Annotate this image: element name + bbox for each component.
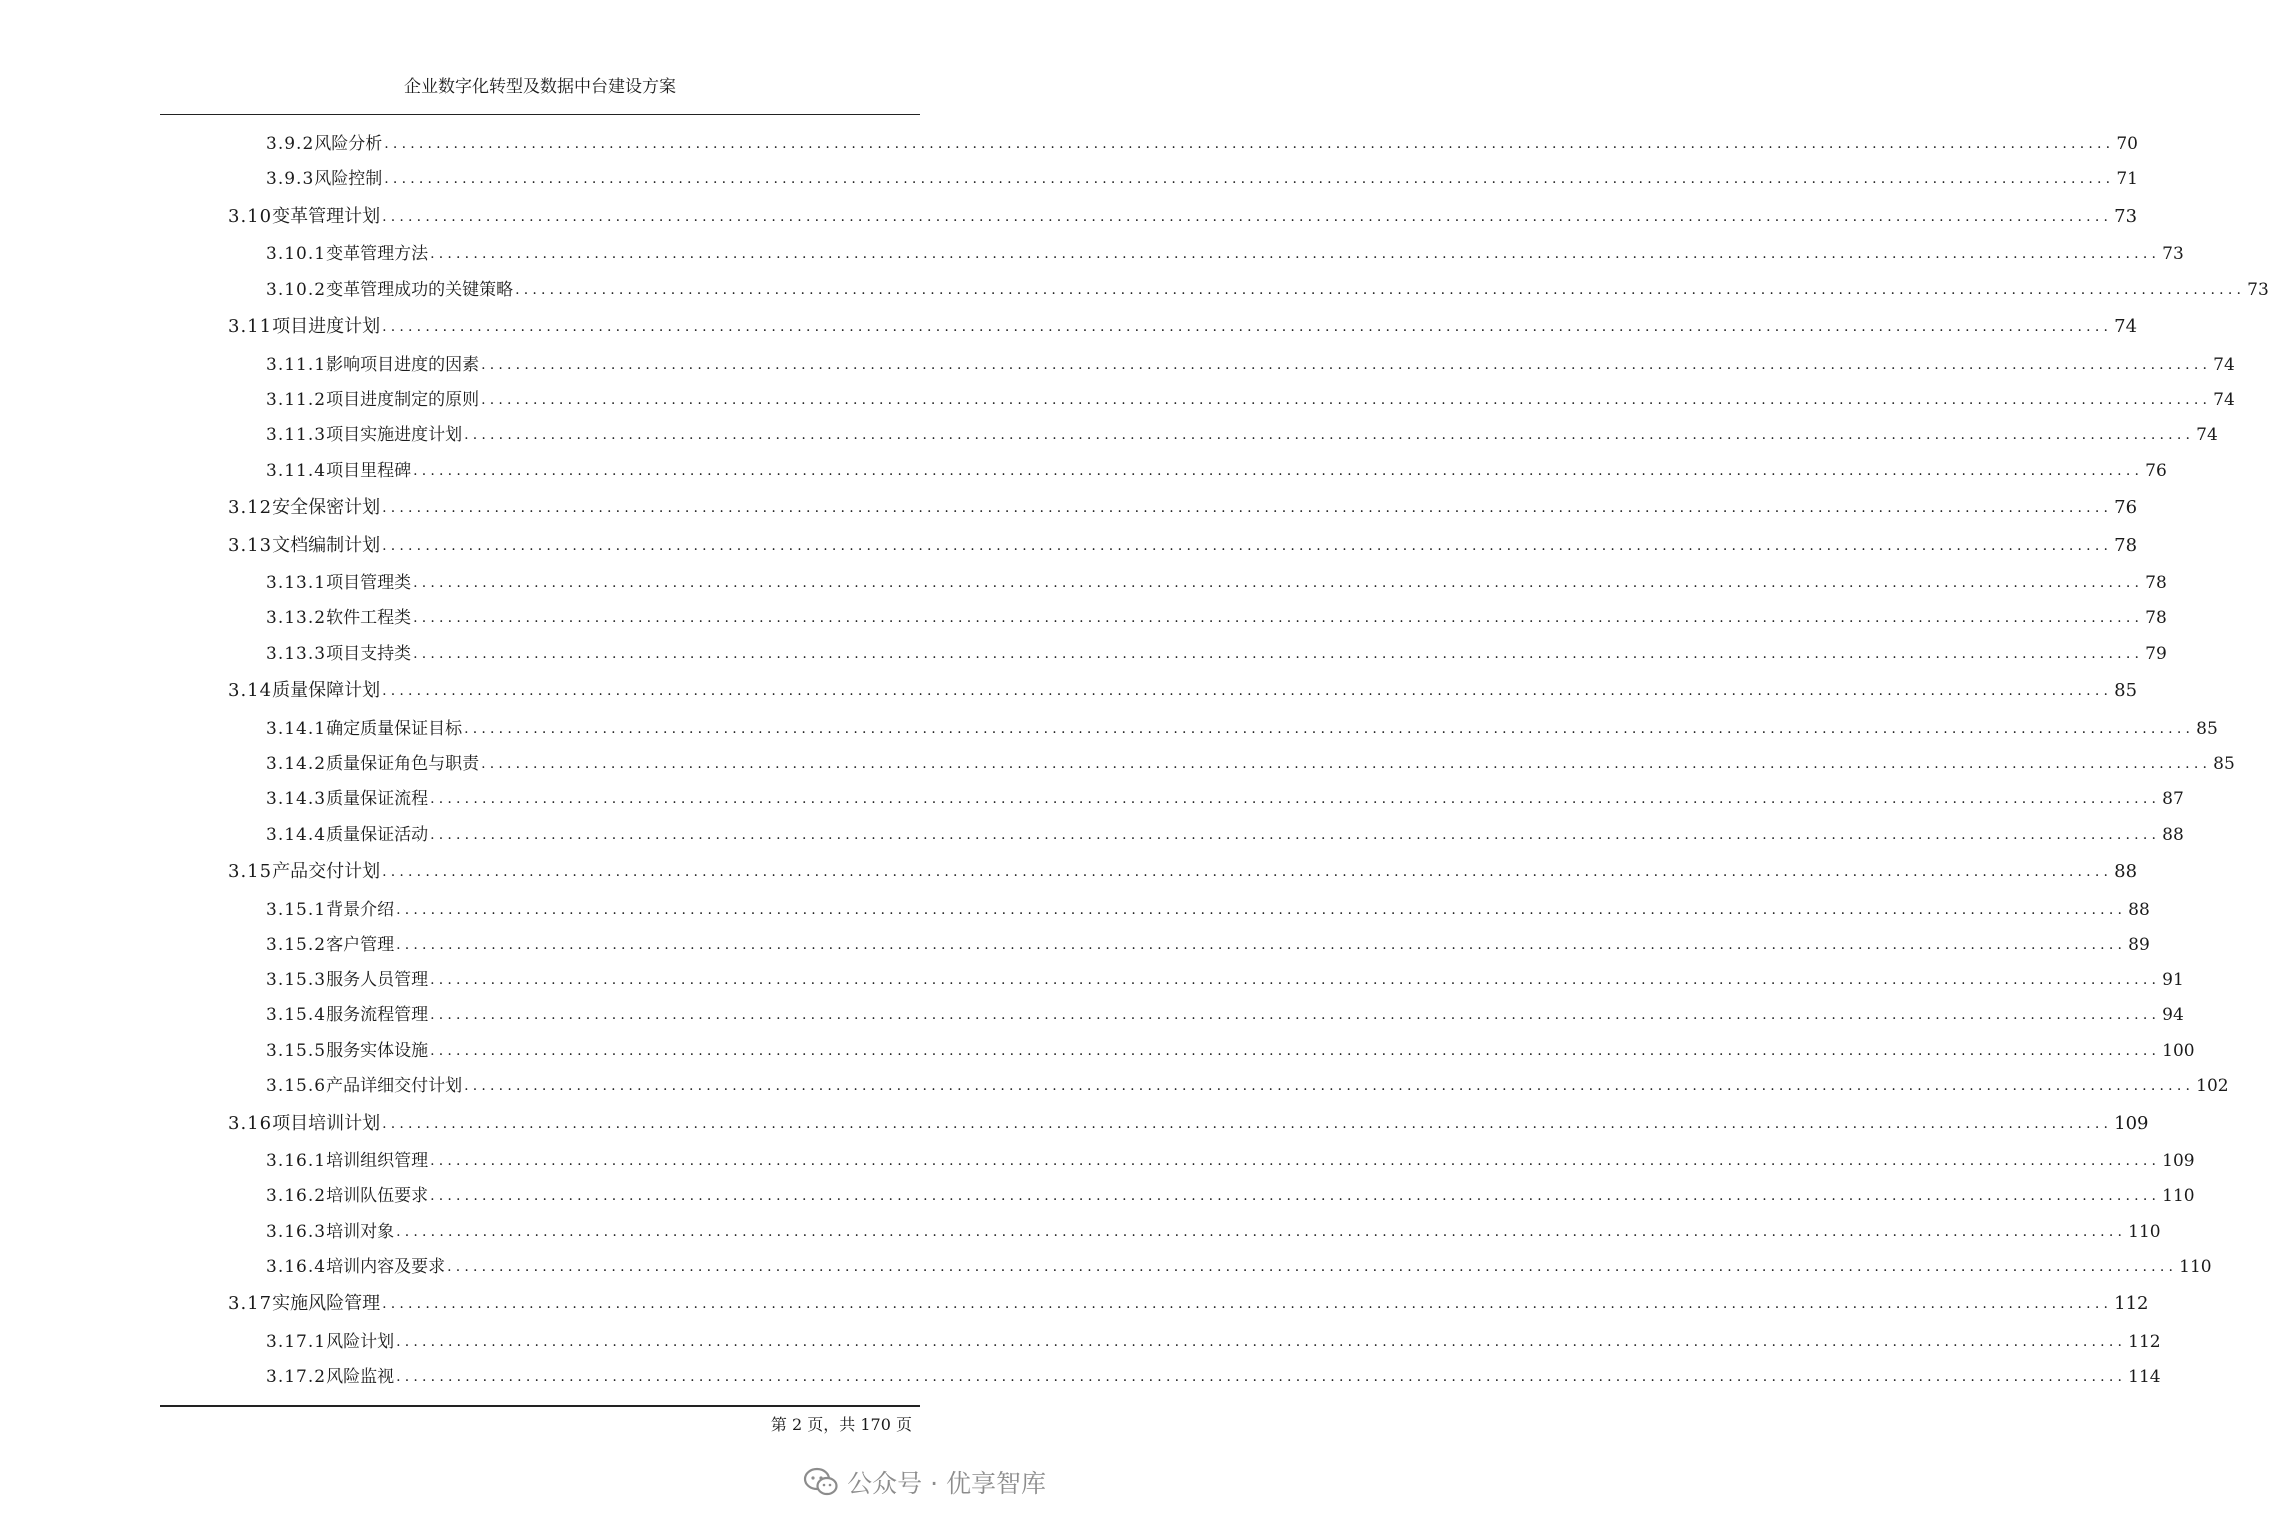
toc-entry [228,1105,2149,1135]
toc-title: 服务流程管理 [326,1005,429,1026]
toc-number: 3.15.2 [266,934,327,955]
toc-entry [266,452,2167,482]
toc-entry [228,1285,2149,1315]
toc-number: 3.12 [228,497,273,518]
toc-entry [266,1177,2195,1207]
toc-leader-dots: ........................................................................................................................................................................................................ [481,391,2212,408]
toc-page-number: 112 [2114,1293,2149,1315]
toc-number: 3.9.3 [266,169,315,190]
toc-number: 3.17.2 [266,1367,327,1388]
toc-number: 3.15.4 [266,1005,327,1026]
toc-page-number: 112 [2128,1331,2161,1352]
toc-title: 产品详细交付计划 [326,1076,463,1096]
toc-title: 客户管理 [326,934,395,955]
toc-title: 安全保密计划 [272,497,381,518]
toc-number: 3.17.1 [266,1331,327,1352]
toc-number: 3.10.2 [266,279,327,300]
toc-entry [266,1213,2161,1243]
toc-leader-dots: ........................................................................................................................................................................................................ [396,1333,2127,1350]
toc-page-number: 78 [2145,608,2167,629]
toc-page-number: 100 [2162,1040,2195,1061]
toc-page-number: 114 [2128,1367,2161,1388]
toc-title: 影响项目进度的因素 [326,354,480,375]
toc-number: 3.11 [228,316,273,338]
toc-entry [266,235,2184,265]
toc-page-number: 78 [2145,573,2167,593]
toc-entry [266,996,2184,1026]
toc-number: 3.16.3 [266,1221,327,1242]
toc-title: 软件工程类 [326,608,412,629]
toc-number: 3.15.3 [266,970,327,991]
toc-leader-dots: ........................................................................................................................................................................................................ [396,1369,2127,1386]
toc-page-number: 73 [2114,205,2138,227]
toc-number: 3.10.1 [266,244,327,265]
toc-number: 3.16.1 [266,1151,327,1171]
toc-page-number: 74 [2213,354,2235,375]
toc-title: 变革管理计划 [272,205,381,227]
toc-title: 培训内容及要求 [326,1256,446,1277]
toc-leader-dots: ........................................................................................................................................................................................................ [515,281,2246,298]
toc-leader-dots: ........................................................................................................................................................................................................ [464,720,2195,737]
toc-number: 3.9.2 [266,134,315,154]
toc-number: 3.14.3 [266,789,327,810]
toc-leader-dots: ........................................................................................................................................................................................................ [384,136,2115,152]
toc-page-number: 76 [2145,460,2167,481]
page-number: 第 2 页，共 170 页 [770,1415,912,1434]
toc-number: 3.11.1 [266,354,327,375]
page-footer [160,1412,912,1438]
toc-entry [266,745,2235,775]
toc-page-number: 73 [2162,244,2184,265]
toc-leader-dots: ........................................................................................................................................................................................................ [396,1223,2127,1240]
toc-number: 3.15.5 [266,1040,327,1061]
toc-leader-dots: ........................................................................................................................................................................................................ [396,936,2127,953]
toc-number: 3.14.2 [266,753,327,774]
toc-title: 项目支持类 [326,643,412,664]
toc-page-number: 88 [2162,824,2184,845]
footer-divider [160,1405,920,1407]
toc-leader-dots: ........................................................................................................................................................................................................ [382,1296,2113,1313]
toc-page-number: 110 [2162,1186,2195,1207]
toc-number: 3.13 [228,534,273,556]
toc-title: 确定质量保证目标 [326,718,463,739]
toc-page-number: 102 [2196,1076,2229,1096]
toc-leader-dots: ........................................................................................................................................................................................................ [413,645,2144,662]
toc-leader-dots: ........................................................................................................................................................................................................ [382,537,2113,554]
toc-entry [266,125,2138,155]
toc-entry [266,780,2184,810]
toc-leader-dots: ........................................................................................................................................................................................................ [430,246,2161,263]
watermark-text: 公众号 · 优享智库 [847,1469,1046,1498]
toc-number: 3.13.3 [266,643,327,664]
toc-title: 项目培训计划 [272,1112,381,1134]
toc-page-number: 74 [2114,316,2138,338]
toc-leader-dots: ........................................................................................................................................................................................................ [413,610,2144,627]
toc-leader-dots: ........................................................................................................................................................................................................ [430,1153,2161,1169]
toc-number: 3.17 [228,1293,273,1315]
toc-page-number: 71 [2116,169,2138,190]
toc-number: 3.13.2 [266,608,327,629]
toc-title: 变革管理方法 [326,244,429,265]
toc-page-number: 109 [2114,1112,2149,1134]
toc-entry [266,1032,2195,1062]
wechat-icon [803,1467,839,1497]
toc-page-number: 87 [2162,789,2184,810]
toc-entry [266,160,2138,190]
toc-number: 3.15.6 [266,1076,327,1096]
toc-number: 3.13.1 [266,573,327,593]
toc-title: 实施风险管理 [272,1293,381,1315]
toc-entry [266,926,2150,956]
toc-entry [266,816,2184,846]
toc-page-number: 109 [2162,1151,2195,1171]
toc-title: 质量保障计划 [272,680,381,702]
toc-title: 质量保证活动 [326,824,429,845]
toc-page-number: 110 [2128,1221,2161,1242]
toc-leader-dots: ........................................................................................................................................................................................................ [382,208,2113,225]
toc-number: 3.16 [228,1112,273,1134]
toc-entry [228,853,2138,883]
toc-page-number: 89 [2128,934,2150,955]
toc-title: 风险分析 [314,134,383,154]
toc-leader-dots: ........................................................................................................................................................................................................ [430,1188,2161,1205]
toc-title: 服务实体设施 [326,1040,429,1061]
toc-leader-dots: ........................................................................................................................................................................................................ [382,864,2113,880]
toc-leader-dots: ........................................................................................................................................................................................................ [481,755,2212,772]
toc-number: 3.10 [228,205,273,227]
toc-page-number: 88 [2128,899,2150,920]
toc-title: 项目进度制定的原则 [326,389,480,410]
toc-title: 风险监视 [326,1367,395,1388]
toc-leader-dots: ........................................................................................................................................................................................................ [430,791,2161,808]
toc-title: 背景介绍 [326,899,395,920]
toc-page-number: 73 [2247,279,2269,300]
toc-entry [266,416,2218,446]
toc-number: 3.15 [228,861,273,882]
toc-title: 项目进度计划 [272,316,381,338]
page-header [160,70,920,115]
toc-leader-dots: ........................................................................................................................................................................................................ [384,171,2115,188]
toc-title: 培训对象 [326,1221,395,1242]
toc-leader-dots: ........................................................................................................................................................................................................ [481,356,2212,373]
toc-number: 3.16.2 [266,1186,327,1207]
toc-page-number: 94 [2162,1005,2184,1026]
toc-title: 质量保证流程 [326,789,429,810]
toc-title: 培训队伍要求 [326,1186,429,1207]
toc-page-number: 79 [2145,643,2167,664]
toc-number: 3.11.4 [266,460,327,481]
toc-title: 风险控制 [314,169,383,190]
toc-entry [266,1248,2212,1278]
toc-title: 项目里程碑 [326,460,412,481]
toc-page-number: 85 [2196,718,2218,739]
toc-leader-dots: ........................................................................................................................................................................................................ [430,1042,2161,1059]
toc-page-number: 110 [2179,1256,2212,1277]
toc-number: 3.14 [228,680,273,702]
toc-leader-dots: ........................................................................................................................................................................................................ [413,462,2144,479]
toc-title: 质量保证角色与职责 [326,753,480,774]
toc-entry [266,710,2218,740]
toc-title: 培训组织管理 [326,1151,429,1171]
toc-entry [266,381,2235,411]
toc-leader-dots: ........................................................................................................................................................................................................ [447,1258,2178,1275]
toc-title: 服务人员管理 [326,970,429,991]
toc-entry [266,1358,2161,1388]
toc-leader-dots: ........................................................................................................................................................................................................ [430,826,2161,843]
toc-page-number: 85 [2213,753,2235,774]
toc-leader-dots: ........................................................................................................................................................................................................ [464,427,2195,444]
toc-leader-dots: ........................................................................................................................................................................................................ [430,1007,2161,1024]
toc-entry [228,489,2138,519]
toc-leader-dots: ........................................................................................................................................................................................................ [413,575,2144,591]
toc-number: 3.11.3 [266,425,327,446]
toc-page-number: 91 [2162,970,2184,991]
toc-entry [266,564,2167,594]
toc-leader-dots: ........................................................................................................................................................................................................ [430,972,2161,989]
toc-number: 3.16.4 [266,1256,327,1277]
toc-number: 3.11.2 [266,389,327,410]
toc-leader-dots: ........................................................................................................................................................................................................ [396,901,2127,918]
toc-entry [228,672,2138,702]
toc-leader-dots: ........................................................................................................................................................................................................ [464,1078,2195,1094]
toc-entry [228,198,2138,228]
toc-entry [228,527,2138,557]
toc-number: 3.14.1 [266,718,327,739]
toc-entry [266,1323,2161,1353]
toc-number: 3.15.1 [266,899,327,920]
toc-entry [266,961,2184,991]
toc-title: 变革管理成功的关键策略 [326,279,514,300]
toc-page-number: 85 [2114,680,2138,702]
toc-leader-dots: ........................................................................................................................................................................................................ [382,319,2113,336]
toc-entry [266,346,2235,376]
toc-entry [266,271,2269,301]
toc-entry [228,308,2138,338]
document-title: 企业数字化转型及数据中台建设方案 [404,77,676,97]
toc-leader-dots: ........................................................................................................................................................................................................ [382,500,2113,516]
toc-page-number: 76 [2114,497,2138,518]
toc-number: 3.14.4 [266,824,327,845]
toc-leader-dots: ........................................................................................................................................................................................................ [382,683,2113,700]
toc-title: 项目实施进度计划 [326,425,463,446]
toc-page-number: 70 [2116,134,2138,154]
toc-title: 风险计划 [326,1331,395,1352]
toc-page-number: 78 [2114,534,2138,556]
toc-title: 产品交付计划 [272,861,381,882]
toc-entry [266,599,2167,629]
toc-title: 文档编制计划 [272,534,381,556]
watermark [803,1462,1046,1502]
toc-page-number: 88 [2114,861,2138,882]
toc-page-number: 74 [2196,425,2218,446]
toc-page-number: 74 [2213,389,2235,410]
toc-entry [266,891,2150,921]
toc-title: 项目管理类 [326,573,412,593]
toc-leader-dots: ........................................................................................................................................................................................................ [382,1115,2113,1132]
toc-entry [266,1067,2229,1097]
toc-entry [266,635,2167,665]
toc-entry [266,1142,2195,1172]
